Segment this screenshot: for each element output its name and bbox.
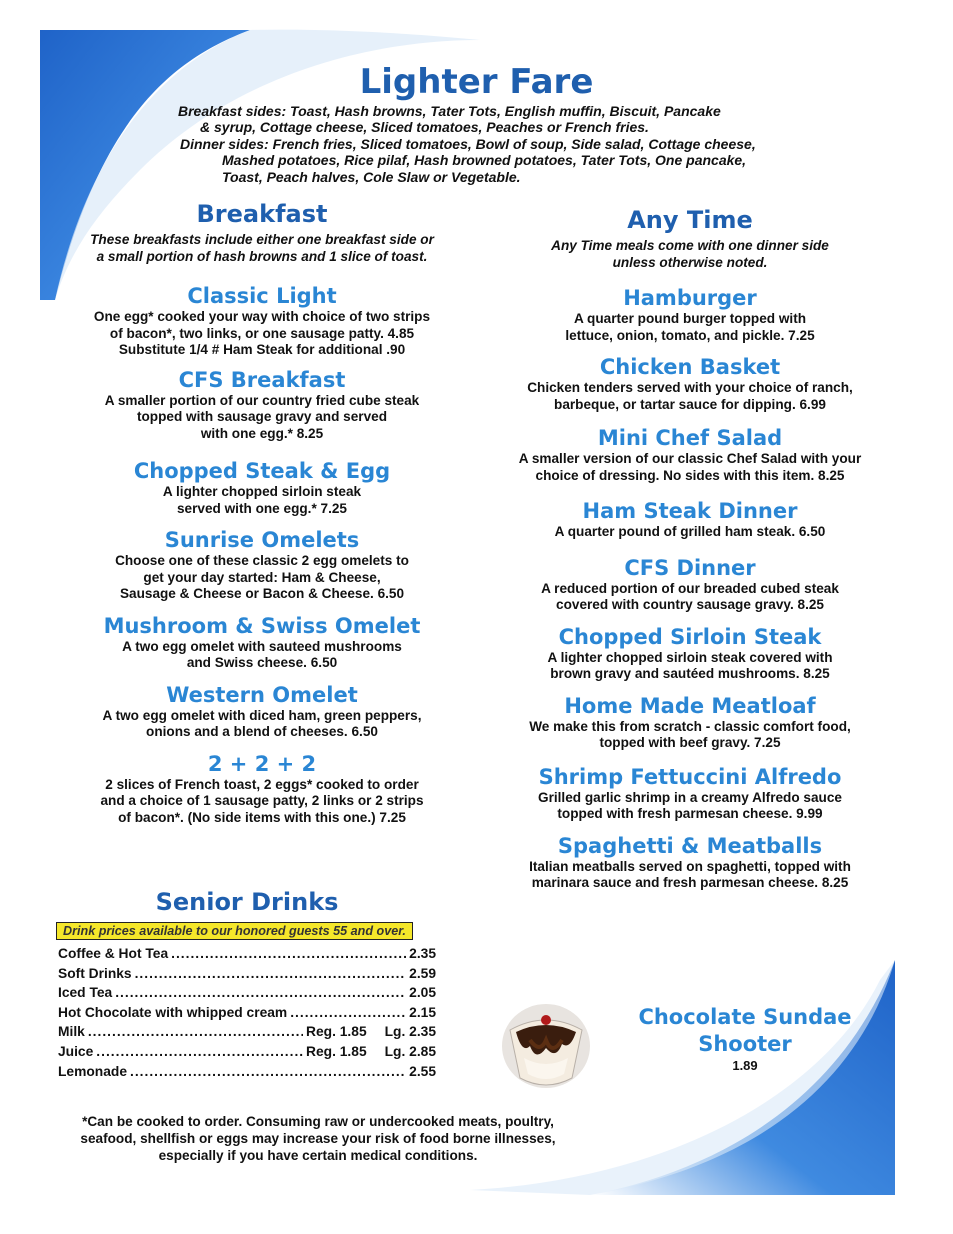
- item-name: 2 + 2 + 2: [207, 751, 317, 776]
- menu-item: [490, 498, 890, 541]
- item-name: [620, 1004, 870, 1058]
- menu-item: [42, 283, 482, 359]
- item-desc: [490, 650, 890, 683]
- desc-line: A reduced portion of our breaded cubed steak: [541, 580, 839, 596]
- breakfast-section: [42, 200, 482, 826]
- item-desc: [490, 380, 890, 413]
- item-name: Spaghetti & Meatballs: [557, 833, 823, 858]
- item-desc: [42, 639, 482, 672]
- drink-row: [52, 1003, 442, 1023]
- drink-price: 2.55: [409, 1063, 436, 1079]
- desc-line: topped with sausage gravy and served: [136, 409, 388, 424]
- anytime-title: Any Time: [627, 206, 753, 234]
- drink-price: Reg. 1.85: [306, 1043, 367, 1059]
- menu-item: [490, 833, 890, 892]
- sundae-name-line: Shooter: [698, 1032, 792, 1056]
- sides-line: Dinner sides: French fries, Sliced tomatoes, Bowl of soup, Side salad, Cottage cheese,: [180, 135, 756, 152]
- drink-name: Lemonade: [58, 1063, 127, 1079]
- breakfast-note: [42, 232, 482, 265]
- drink-row: [52, 983, 442, 1003]
- footnote-line: seafood, shellfish or eggs may increase your risk of food borne illnesses,: [80, 1130, 556, 1146]
- item-name: Ham Steak Dinner: [582, 499, 798, 523]
- sides-line: Mashed potatoes, Rice pilaf, Hash browned potatoes, Tater Tots, One pancake,: [222, 152, 747, 169]
- item-name: CFS Dinner: [624, 555, 756, 580]
- desc-line: A smaller version of our classic Chef Salad with your: [518, 451, 862, 466]
- desc-line: A quarter pound burger topped with: [573, 311, 807, 326]
- item-name: Sunrise Omelets: [164, 528, 360, 552]
- item-desc: [42, 484, 482, 517]
- drink-row: [52, 944, 442, 964]
- leader-dots: [171, 944, 406, 964]
- drink-name: Juice: [58, 1043, 94, 1059]
- menu-item: [490, 425, 890, 484]
- desc-line: Substitute 1/4 # Ham Steak for additional .90: [118, 342, 406, 357]
- menu-item: [490, 764, 890, 823]
- item-name: Home Made Meatloaf: [564, 693, 816, 718]
- drink-price: 2.59: [409, 965, 436, 981]
- menu-item: [490, 624, 890, 683]
- drink-name: Hot Chocolate with whipped cream: [58, 1004, 288, 1020]
- desc-line: onions and a blend of cheeses. 6.50: [146, 724, 378, 739]
- drink-name: Coffee & Hot Tea: [58, 946, 169, 961]
- sides-line: & syrup, Cottage cheese, Sliced tomatoes, Peaches or French fries.: [200, 119, 649, 136]
- desc-line: Grilled garlic shrimp in a creamy Alfredo sauce: [538, 789, 842, 805]
- item-name: Chicken Basket: [599, 355, 781, 379]
- desc-line: Choose one of these classic 2 egg omelets to: [115, 553, 409, 568]
- drinks-title: Senior Drinks: [155, 888, 339, 916]
- desc-line: We make this from scratch - classic comfort food,: [529, 718, 851, 734]
- desc-line: topped with beef gravy. 7.25: [599, 735, 781, 750]
- drinks-note: Drink prices available to our honored guests 55 and over.: [56, 922, 413, 940]
- desc-line: A two egg omelet with sauteed mushrooms: [122, 638, 402, 654]
- menu-item: [42, 367, 482, 443]
- desc-line: served with one egg.* 7.25: [177, 500, 347, 516]
- anytime-section: [490, 206, 890, 892]
- desc-line: and a choice of 1 sausage patty, 2 links or 2 strips: [100, 793, 424, 808]
- item-name: Chopped Sirloin Steak: [558, 624, 822, 649]
- desc-line: and Swiss cheese. 6.50: [186, 655, 338, 670]
- desc-line: 2 slices of French toast, 2 eggs* cooked to order: [105, 776, 419, 792]
- item-desc: [490, 790, 890, 823]
- desc-line: of bacon*. (No side items with this one.) 7.25: [118, 809, 406, 825]
- footnote: [48, 1114, 588, 1164]
- sundae-name-line: Chocolate Sundae: [638, 1005, 852, 1029]
- drink-name: Soft Drinks: [58, 965, 132, 981]
- item-name: Chopped Steak & Egg: [133, 459, 391, 483]
- sides-list: [178, 103, 818, 185]
- page-title: Lighter Fare: [359, 62, 594, 102]
- drink-price-large: Lg. 2.85: [384, 1043, 436, 1059]
- item-desc: [490, 859, 890, 892]
- menu-item: [42, 682, 482, 741]
- desc-line: brown gravy and sautéed mushrooms. 8.25: [550, 666, 830, 681]
- desc-line: with one egg.* 8.25: [200, 425, 324, 441]
- desc-line: barbeque, or tartar sauce for dipping. 6.99: [554, 396, 826, 412]
- footnote-line: especially if you have certain medical conditions.: [158, 1147, 478, 1163]
- leader-dots: [130, 1062, 406, 1082]
- item-desc: [42, 777, 482, 827]
- drink-name: Milk: [58, 1024, 85, 1040]
- note-line: unless otherwise noted.: [612, 254, 768, 270]
- leader-dots: [88, 1022, 303, 1042]
- menu-item: [42, 458, 482, 517]
- item-desc: [490, 719, 890, 752]
- drink-price: 2.35: [409, 946, 436, 961]
- drink-name: Iced Tea: [58, 985, 113, 1001]
- drink-price: 2.15: [409, 1004, 436, 1020]
- sides-line: Breakfast sides: Toast, Hash browns, Tater Tots, English muffin, Biscuit, Pancake: [178, 103, 721, 119]
- note-line: These breakfasts include either one breakfast side or: [90, 232, 434, 247]
- item-desc: [42, 393, 482, 443]
- leader-dots: [96, 1042, 303, 1062]
- desc-line: A lighter chopped sirloin steak: [162, 484, 362, 499]
- menu-item: [490, 285, 890, 344]
- menu-item: [490, 555, 890, 614]
- desc-line: A quarter pound of grilled ham steak. 6.50: [554, 524, 826, 539]
- sundae-dessert-icon: [500, 1000, 592, 1092]
- item-desc: [490, 451, 890, 484]
- sundae-price: 1.89: [732, 1058, 758, 1073]
- desc-line: choice of dressing. No sides with this item. 8.25: [535, 467, 845, 483]
- item-name: Classic Light: [187, 284, 337, 308]
- item-desc: [490, 581, 890, 614]
- drink-price: 2.05: [409, 985, 436, 1001]
- drink-row: [52, 1022, 442, 1042]
- footnote-line: *Can be cooked to order. Consuming raw or undercooked meats, poultry,: [82, 1114, 554, 1129]
- note-line: Any Time meals come with one dinner side: [551, 238, 829, 253]
- menu-item: [42, 527, 482, 603]
- leader-dots: [135, 964, 407, 984]
- menu-item: [490, 693, 890, 752]
- breakfast-title: Breakfast: [196, 200, 328, 228]
- sides-line: Toast, Peach halves, Cole Slaw or Vegetable.: [222, 168, 521, 185]
- desc-line: A smaller portion of our country fried cube steak: [104, 392, 420, 408]
- item-name: Mushroom & Swiss Omelet: [103, 613, 421, 638]
- senior-drinks-section: [52, 888, 442, 1081]
- item-desc: [490, 311, 890, 344]
- item-desc: [42, 708, 482, 741]
- desc-line: marinara sauce and fresh parmesan cheese. 8.25: [531, 875, 849, 890]
- desc-line: get your day started: Ham & Cheese,: [143, 569, 381, 585]
- item-name: Western Omelet: [166, 682, 358, 707]
- desc-line: One egg* cooked your way with choice of two strips: [93, 309, 431, 324]
- drink-price-large: Lg. 2.35: [384, 1024, 436, 1040]
- sundae-item: [620, 1004, 870, 1073]
- item-name: CFS Breakfast: [178, 367, 346, 392]
- item-name: Hamburger: [623, 286, 757, 310]
- note-line: a small portion of hash browns and 1 slice of toast.: [96, 248, 428, 264]
- desc-line: A two egg omelet with diced ham, green peppers,: [102, 707, 422, 723]
- desc-line: lettuce, onion, tomato, and pickle. 7.25: [565, 327, 815, 343]
- drink-row: [52, 1062, 442, 1082]
- drink-row: [52, 1042, 442, 1062]
- item-desc: [490, 524, 890, 541]
- leader-dots: [290, 1003, 406, 1023]
- desc-line: A lighter chopped sirloin steak covered with: [547, 649, 833, 665]
- drink-price: Reg. 1.85: [306, 1024, 367, 1040]
- leader-dots: [115, 983, 406, 1003]
- desc-line: Italian meatballs served on spaghetti, topped with: [529, 858, 851, 874]
- menu-item: [42, 613, 482, 672]
- menu-item: [490, 354, 890, 413]
- item-desc: [42, 553, 482, 603]
- desc-line: of bacon*, two links, or one sausage patty. 4.85: [109, 325, 415, 341]
- item-name: Shrimp Fettuccini Alfredo: [538, 764, 842, 789]
- desc-line: Sausage & Cheese or Bacon & Cheese. 6.50: [119, 586, 405, 601]
- anytime-note: [490, 238, 890, 271]
- drink-row: [52, 964, 442, 984]
- desc-line: covered with country sausage gravy. 8.25: [556, 597, 824, 612]
- desc-line: Chicken tenders served with your choice of ranch,: [527, 380, 853, 395]
- item-desc: [42, 309, 482, 359]
- desc-line: topped with fresh parmesan cheese. 9.99: [557, 806, 823, 821]
- menu-item: [42, 751, 482, 827]
- item-name: Mini Chef Salad: [597, 426, 783, 450]
